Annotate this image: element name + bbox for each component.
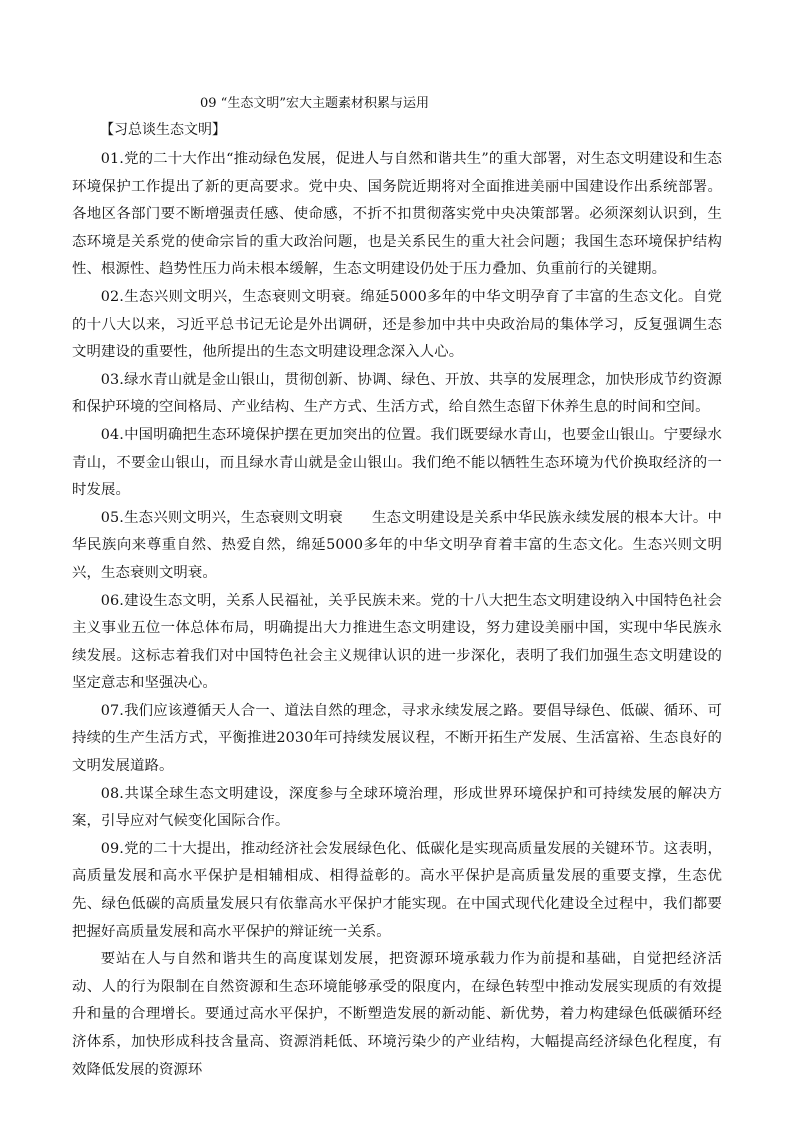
paragraph-09: 09.党的二十大提出，推动经济社会发展绿色化、低碳化是实现高质量发展的关键环节。这表明，高质量发展和高水平保护是相辅相成、相得益彰的。高水平保护是高质量发展的重要支撑，生态优先、绿色低碳的高质量发展只有依靠高水平保护才能实现。在中国式现代化建设全过程中，我们都要把握好高质量发展和高水平保护的辩证统一关系。 [72, 840, 722, 940]
paragraph-03: 03.绿水青山就是金山银山，贯彻创新、协调、绿色、开放、共享的发展理念，加快形成节约资源和保护环境的空间格局、产业结构、生产方式、生活方式，给自然生态留下休养生息的时间和空间。 [72, 371, 722, 416]
paragraph-01: 01.党的二十大作出“推动绿色发展，促进人与自然和谐共生”的重大部署，对生态文明建设和生态环境保护工作提出了新的更高要求。党中央、国务院近期将对全面推进美丽中国建设作出系统部署。各地区各部门要不断增强责任感、使命感，不折不扣贯彻落实党中央决策部署。必须深刻认识到，生态环境是关系党的使命宗旨的重大政治问题，也是关系民生的重大社会问题；我国生态环境保护结构性、根源性、趋势性压力尚未根本缓解，生态文明建设仍处于压力叠加、负重前行的关键期。 [72, 151, 722, 278]
document-title: 09 “生态文明”宏大主题素材积累与运用 [200, 96, 429, 111]
paragraph-08: 08.共谋全球生态文明建设，深度参与全球环境治理，形成世界环境保护和可持续发展的解决方案，引导应对气候变化国际合作。 [72, 785, 722, 830]
paragraph-06: 06.建设生态文明，关系人民福祉，关乎民族未来。党的十八大把生态文明建设纳入中国特色社会主义事业五位一体总体布局，明确提出大力推进生态文明建设，努力建设美丽中国，实现中华民族永续发展。这标志着我们对中国特色社会主义规律认识的进一步深化，表明了我们加强生态文明建设的坚定意志和坚强决心。 [72, 592, 722, 692]
body-text [72, 146, 722, 1084]
section-heading: 【习总谈生态文明】 [100, 122, 226, 138]
paragraph-02: 02.生态兴则文明兴，生态衰则文明衰。绵延5000多年的中华文明孕育了丰富的生态文化。自党的十八大以来，习近平总书记无论是外出调研，还是参加中共中央政治局的集体学习，反复强调生态文明建设的重要性，他所提出的生态文明建设理念深入人心。 [72, 288, 722, 361]
paragraph-04: 04.中国明确把生态环境保护摆在更加突出的位置。我们既要绿水青山，也要金山银山。宁要绿水青山，不要金山银山，而且绿水青山就是金山银山。我们绝不能以牺牲生态环境为代价换取经济的一时发展。 [72, 426, 722, 499]
paragraph-07: 07.我们应该遵循天人合一、道法自然的理念，寻求永续发展之路。要倡导绿色、低碳、循环、可持续的生产生活方式，平衡推进2030年可持续发展议程，不断开拓生产发展、生活富裕、生态良好的文明发展道路。 [72, 702, 722, 775]
paragraph-10: 要站在人与自然和谐共生的高度谋划发展，把资源环境承载力作为前提和基础，自觉把经济活动、人的行为限制在自然资源和生态环境能够承受的限度内，在绿色转型中推动发展实现质的有效提升和量的合理增长。要通过高水平保护，不断塑造发展的新动能、新优势，着力构建绿色低碳循环经济体系，加快形成科技含量高、资源消耗低、环境污染少的产业结构，大幅提高经济绿色化程度，有效降低发展的资源环 [72, 951, 722, 1078]
paragraph-05: 05.生态兴则文明兴，生态衰则文明衰 生态文明建设是关系中华民族永续发展的根本大计。中华民族向来尊重自然、热爱自然，绵延5000多年的中华文明孕育着丰富的生态文化。生态兴则文明兴，生态衰则文明衰。 [72, 509, 722, 581]
